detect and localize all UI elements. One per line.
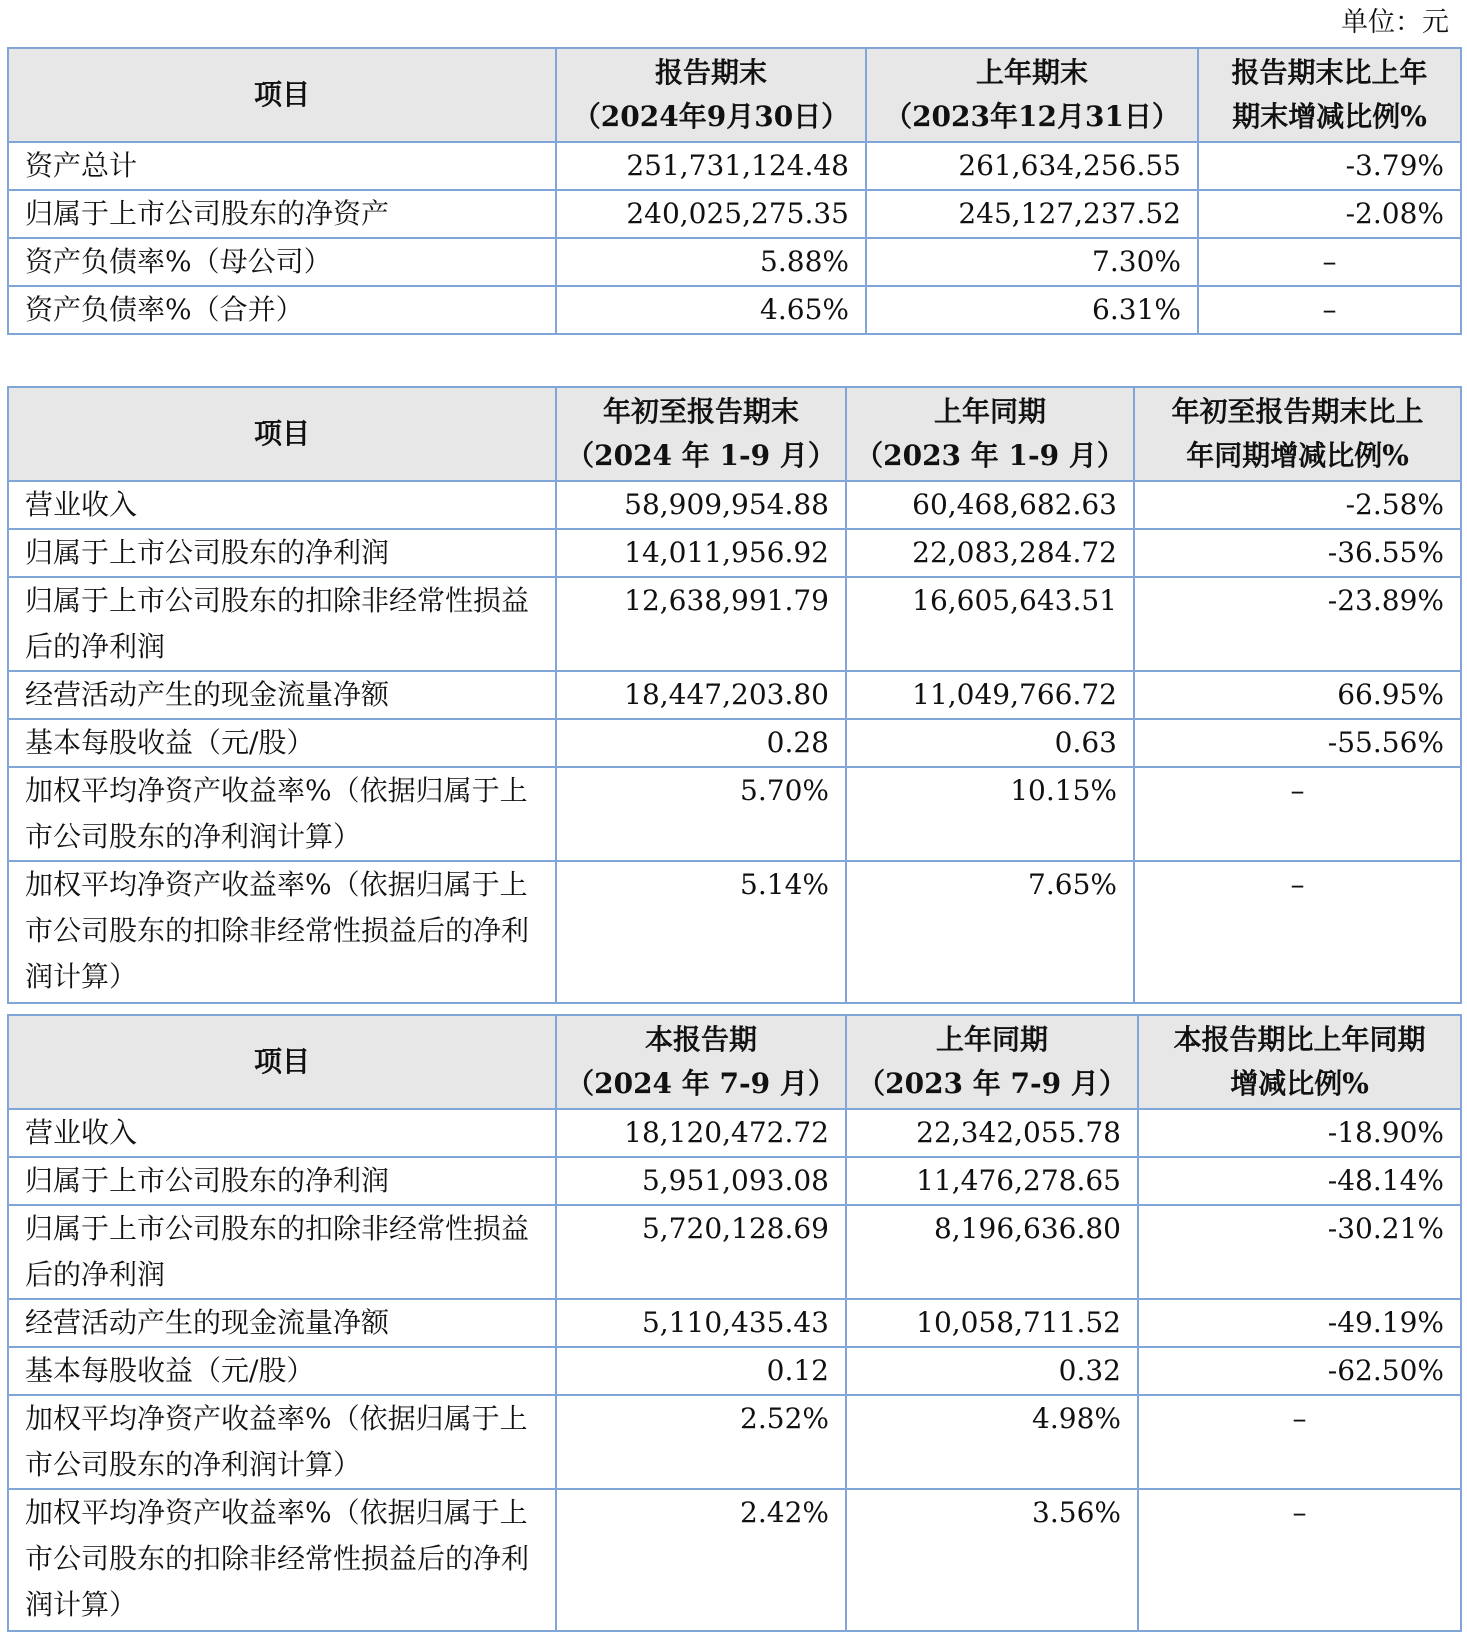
- header-item: 项目: [8, 48, 556, 142]
- cell-change: -36.55%: [1134, 529, 1461, 577]
- header-col2: 上年同期 （2023 年 7-9 月）: [846, 1015, 1138, 1109]
- header-col2: 上年同期 （2023 年 1-9 月）: [846, 387, 1134, 481]
- cell-change: -48.14%: [1138, 1157, 1461, 1205]
- cell-value: 11,476,278.65: [846, 1157, 1138, 1205]
- row-label: 加权平均净资产收益率%（依据归属于上市公司股东的净利润计算）: [8, 1395, 556, 1489]
- cell-value: 7.65%: [846, 861, 1134, 1003]
- table-row: [8, 1205, 1461, 1299]
- cell-value: 11,049,766.72: [846, 671, 1134, 719]
- cell-value: 6.31%: [866, 286, 1198, 334]
- cell-change: -3.79%: [1198, 142, 1461, 190]
- row-label: 加权平均净资产收益率%（依据归属于上市公司股东的净利润计算）: [8, 767, 556, 861]
- cell-change: -30.21%: [1138, 1205, 1461, 1299]
- row-label: 经营活动产生的现金流量净额: [8, 671, 556, 719]
- cell-value: 60,468,682.63: [846, 481, 1134, 529]
- cell-value: 18,447,203.80: [556, 671, 846, 719]
- header-col1: 年初至报告期末 （2024 年 1-9 月）: [556, 387, 846, 481]
- cell-value: 4.65%: [556, 286, 866, 334]
- row-label: 归属于上市公司股东的净利润: [8, 529, 556, 577]
- row-label: 归属于上市公司股东的净利润: [8, 1157, 556, 1205]
- header-item: 项目: [8, 1015, 556, 1109]
- cell-value: 0.28: [556, 719, 846, 767]
- header-col3: 本报告期比上年同期 增减比例%: [1138, 1015, 1461, 1109]
- table-row: [8, 1299, 1461, 1347]
- header-col1: 报告期末 （2024年9月30日）: [556, 48, 866, 142]
- cell-value: 22,083,284.72: [846, 529, 1134, 577]
- row-label: 基本每股收益（元/股）: [8, 1347, 556, 1395]
- table-row: [8, 190, 1461, 238]
- table-row: [8, 142, 1461, 190]
- table-row: [8, 1347, 1461, 1395]
- cell-value: 16,605,643.51: [846, 577, 1134, 671]
- cell-value: 5,951,093.08: [556, 1157, 846, 1205]
- table-row: [8, 861, 1461, 1003]
- header-col1: 本报告期 （2024 年 7-9 月）: [556, 1015, 846, 1109]
- cell-value: 22,342,055.78: [846, 1109, 1138, 1157]
- table-row: [8, 1109, 1461, 1157]
- cell-change: -18.90%: [1138, 1109, 1461, 1157]
- cell-change: -62.50%: [1138, 1347, 1461, 1395]
- cell-change: -2.08%: [1198, 190, 1461, 238]
- table-row: [8, 719, 1461, 767]
- row-label: 经营活动产生的现金流量净额: [8, 1299, 556, 1347]
- row-label: 归属于上市公司股东的扣除非经常性损益后的净利润: [8, 1205, 556, 1299]
- cell-change: –: [1134, 767, 1461, 861]
- row-label: 营业收入: [8, 1109, 556, 1157]
- cell-value: 5.14%: [556, 861, 846, 1003]
- cell-value: 3.56%: [846, 1489, 1138, 1631]
- cell-value: 2.52%: [556, 1395, 846, 1489]
- cell-value: 0.12: [556, 1347, 846, 1395]
- ytd-performance-table: [7, 386, 1462, 1004]
- row-label: 资产负债率%（合并）: [8, 286, 556, 334]
- cell-value: 0.32: [846, 1347, 1138, 1395]
- cell-change: -49.19%: [1138, 1299, 1461, 1347]
- cell-value: 0.63: [846, 719, 1134, 767]
- row-label: 加权平均净资产收益率%（依据归属于上市公司股东的扣除非经常性损益后的净利润计算）: [8, 1489, 556, 1631]
- cell-change: –: [1198, 286, 1461, 334]
- cell-value: 58,909,954.88: [556, 481, 846, 529]
- cell-change: –: [1134, 861, 1461, 1003]
- cell-change: –: [1198, 238, 1461, 286]
- header-item: 项目: [8, 387, 556, 481]
- cell-value: 4.98%: [846, 1395, 1138, 1489]
- table-row: [8, 481, 1461, 529]
- header-col3: 报告期末比上年 期末增减比例%: [1198, 48, 1461, 142]
- cell-change: -2.58%: [1134, 481, 1461, 529]
- cell-value: 8,196,636.80: [846, 1205, 1138, 1299]
- table-row: [8, 529, 1461, 577]
- cell-change: -55.56%: [1134, 719, 1461, 767]
- balance-sheet-table: [7, 47, 1462, 335]
- cell-value: 5,110,435.43: [556, 1299, 846, 1347]
- cell-value: 14,011,956.92: [556, 529, 846, 577]
- cell-value: 5.70%: [556, 767, 846, 861]
- table-row: [8, 671, 1461, 719]
- cell-value: 240,025,275.35: [556, 190, 866, 238]
- table-row: [8, 1157, 1461, 1205]
- table-row: [8, 767, 1461, 861]
- cell-value: 10,058,711.52: [846, 1299, 1138, 1347]
- row-label: 归属于上市公司股东的净资产: [8, 190, 556, 238]
- cell-value: 10.15%: [846, 767, 1134, 861]
- table-header-row: [8, 387, 1461, 481]
- header-col2: 上年期末 （2023年12月31日）: [866, 48, 1198, 142]
- table-row: [8, 286, 1461, 334]
- table-row: [8, 1489, 1461, 1631]
- cell-value: 245,127,237.52: [866, 190, 1198, 238]
- unit-label: 单位：元: [1341, 7, 1449, 38]
- row-label: 归属于上市公司股东的扣除非经常性损益后的净利润: [8, 577, 556, 671]
- table-row: [8, 1395, 1461, 1489]
- table-row: [8, 577, 1461, 671]
- cell-value: 251,731,124.48: [556, 142, 866, 190]
- cell-value: 5,720,128.69: [556, 1205, 846, 1299]
- table-row: [8, 238, 1461, 286]
- cell-value: 2.42%: [556, 1489, 846, 1631]
- row-label: 资产总计: [8, 142, 556, 190]
- cell-value: 261,634,256.55: [866, 142, 1198, 190]
- row-label: 营业收入: [8, 481, 556, 529]
- cell-change: –: [1138, 1395, 1461, 1489]
- row-label: 基本每股收益（元/股）: [8, 719, 556, 767]
- row-label: 加权平均净资产收益率%（依据归属于上市公司股东的扣除非经常性损益后的净利润计算）: [8, 861, 556, 1003]
- cell-change: 66.95%: [1134, 671, 1461, 719]
- quarterly-performance-table: [7, 1014, 1462, 1632]
- cell-change: –: [1138, 1489, 1461, 1631]
- cell-change: -23.89%: [1134, 577, 1461, 671]
- row-label: 资产负债率%（母公司）: [8, 238, 556, 286]
- cell-value: 18,120,472.72: [556, 1109, 846, 1157]
- cell-value: 7.30%: [866, 238, 1198, 286]
- table-header-row: [8, 48, 1461, 142]
- table-header-row: [8, 1015, 1461, 1109]
- header-col3: 年初至报告期末比上 年同期增减比例%: [1134, 387, 1461, 481]
- cell-value: 12,638,991.79: [556, 577, 846, 671]
- cell-value: 5.88%: [556, 238, 866, 286]
